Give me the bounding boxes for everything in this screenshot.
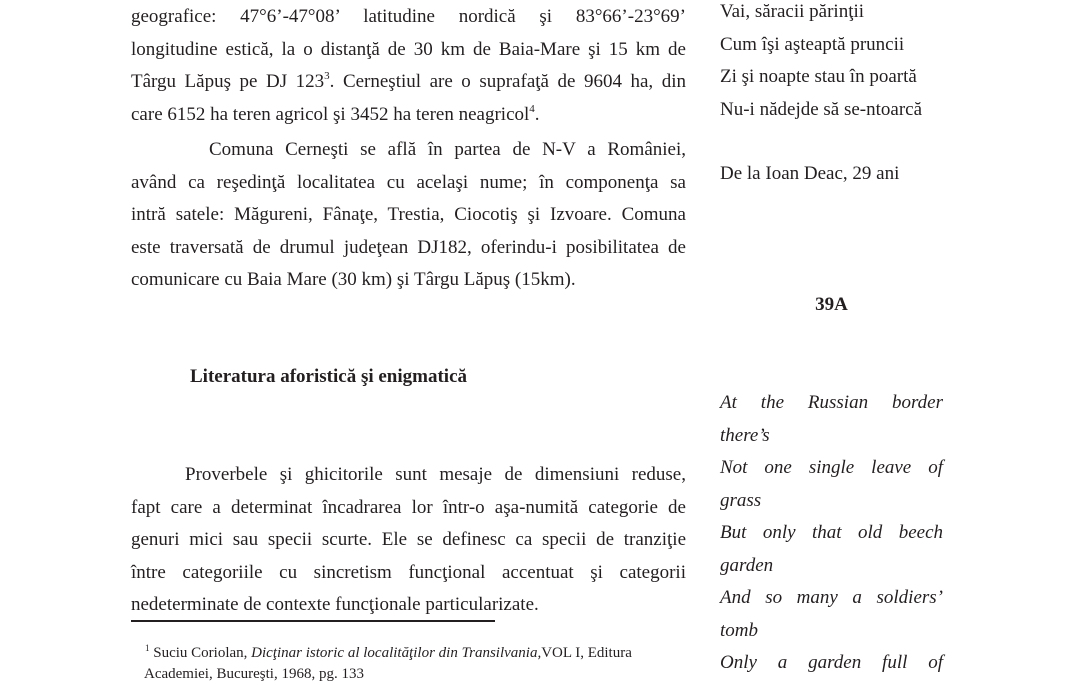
footnote-number: 1	[145, 643, 150, 653]
text-line: Proverbele şi ghicitorile sunt mesaje de dimensiuni reduse,	[185, 464, 686, 485]
poem-line: Vai, săracii părinţii	[720, 1, 865, 22]
text-line: geografice: 47°6’-47°08’ latitudine nordică şi 83°66’-23°69’	[131, 6, 686, 27]
footnote-line: $^1$ Suciu Coriolan, Dicţinar istoric al localităţilor din Transilvania,VOL I, Editura	[145, 643, 632, 661]
footnote-line: Academiei, Bucureşti, 1968, pg. 133	[144, 666, 364, 682]
text-line: longitudine estică, la o distanţă de 30 km de Baia-Mare şi 15 km de	[131, 38, 686, 60]
translation-line: garden	[720, 554, 774, 576]
text-line: este traversată de drumul judeţean DJ182, oferindu-i posibilitatea de	[131, 236, 686, 258]
poem-line: Nu-i nădejde să se-ntoarcă	[720, 98, 923, 120]
section-heading: Literatura aforistică şi enigmatică	[190, 366, 468, 387]
translation-poem	[720, 387, 943, 680]
text-line: având ca reşedinţă localitatea cu acelaşi nume; în componenţa sa	[131, 171, 686, 193]
item-number: 39A	[815, 294, 848, 315]
text-line: între categoriile cu sincretism funcţional accentuat şi categorii	[131, 561, 686, 583]
text-line: Comuna Cerneşti se află în partea de N-V a României,	[209, 139, 686, 160]
commune-paragraph	[131, 134, 686, 297]
text-line: nedeterminate de contexte funcţionale particularizate.	[131, 594, 539, 615]
text-line: fapt care a determinat încadrarea lor într-o aşa-numită categorie de	[131, 496, 686, 518]
footnote-ref-4: 4	[529, 102, 535, 115]
text-line: comunicare cu Baia Mare (30 km) şi Târgu Lăpuş (15km).	[131, 269, 576, 290]
footnote-ref-3: 3	[324, 70, 330, 82]
text-line: Târgu Lăpuş pe DJ $123^3$. Cerneştiul are o suprafaţă de 9604 ha, din	[131, 70, 686, 92]
translation-line: grass	[720, 489, 762, 511]
translation-line: Not one single leave of	[720, 457, 943, 478]
footnote-separator	[131, 620, 495, 622]
intro-paragraph	[131, 1, 686, 131]
translation-line: And so many a soldiers’	[720, 587, 943, 608]
translation-line: At the Russian border	[720, 392, 943, 413]
poem-line: Zi şi noapte stau în poartă	[720, 66, 917, 87]
text-line: genuri mici sau specii scurte. Ele se definesc ca specii de tranziţie	[131, 529, 686, 550]
poem	[720, 0, 943, 126]
text-line: care 6152 ha teren agricol şi 3452 ha teren neagricol$^4$.	[131, 102, 540, 125]
footnote-title: Dicţinar istoric al localităţilor din Transilvania,	[251, 645, 542, 661]
proverbs-paragraph	[131, 459, 686, 622]
translation-line: But only that old beech	[720, 522, 943, 543]
translation-line: tomb	[720, 619, 758, 641]
translation-line: Only a garden full of	[720, 652, 943, 673]
attribution: De la Ioan Deac, 29 ani	[720, 163, 900, 184]
translation-line: there’s	[720, 424, 770, 446]
poem-line: Cum îşi aşteaptă pruncii	[720, 33, 905, 55]
text-line: intră satele: Măgureni, Fânaţe, Trestia, Ciocotiş şi Izvoare. Comuna	[131, 204, 686, 225]
footnote	[145, 643, 632, 685]
